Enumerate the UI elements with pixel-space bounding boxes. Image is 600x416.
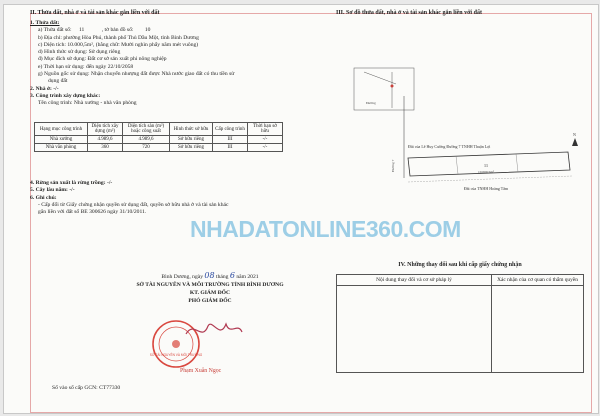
side-road-label: Đường 7 [391, 159, 395, 172]
month-label: tháng [216, 274, 229, 280]
parcel-area-label: 10.000,5m² [477, 170, 495, 174]
issue-date [110, 272, 310, 281]
section-3-title: III. Sơ đồ thửa đất, nhà ở và tài sản khác gắn liền với đất [336, 10, 482, 16]
notes-heading: 6. Ghi chú: [30, 194, 57, 201]
table-row [35, 136, 283, 144]
cell [337, 286, 492, 373]
cell: 720 [123, 144, 170, 152]
top-road-label: Đất của Lê Huy Cường Ðường 7 TNHH Thuận Lợi [408, 144, 491, 149]
table-row [337, 286, 584, 373]
date-prefix: Bình Dương, [161, 274, 191, 280]
cell: 4.989,6 [88, 136, 123, 144]
perennial: 5. Cây lâu năm: -/- [30, 187, 75, 194]
note-line-2: gắn liền với đất số BE 300626 ngày 31/10/2011. [38, 209, 147, 216]
cell: III [213, 136, 248, 144]
sheet-label: , tờ bản đồ số: [101, 27, 134, 34]
other-works: 3. Công trình xây dựng khác: [30, 92, 101, 99]
changes-header-content: Nội dung thay đổi và cơ sở pháp lý [337, 275, 492, 286]
cell: Sở hữu riêng [170, 136, 213, 144]
section-2-title: II. Thửa đất, nhà ở và tài sản khác gắn liền với đất [30, 10, 160, 16]
cell [492, 286, 584, 373]
note-line-1: - Cấp đổi từ Giấy chứng nhận quyền sử dụng đất, quyền sở hữu nhà ở và tài sản khác [38, 201, 229, 208]
changes-header-confirm: Xác nhận của cơ quan có thẩm quyền [492, 275, 584, 286]
inset-label: Đường [366, 101, 376, 105]
header-term: Thời hạn sở hữu [248, 123, 283, 136]
area: c) Diện tích: 10.000,5m², (bằng chữ: Mười nghìn phẩy năm mét vuông) [38, 41, 199, 48]
changes-table [336, 274, 584, 373]
date-year: năm 2021 [236, 274, 259, 280]
parcel-label: a) Thửa đất số: [38, 27, 72, 34]
seal-text: SỞ TÀI NGUYÊN VÀ MÔI TRƯỜNG [150, 353, 203, 357]
origin-line-2: dụng đất [48, 78, 68, 85]
cell: III [213, 144, 248, 152]
serial-number: Số vào sổ cấp GCN: CT77330 [52, 385, 121, 391]
section-2-lower [30, 180, 330, 216]
authority: SỞ TÀI NGUYÊN VÀ MÔI TRƯỜNG TỈNH BÌNH DƯƠNG [136, 282, 284, 288]
header-floor-area: Diện tích sàn (m²) hoặc công suất [123, 123, 170, 136]
inset-map [354, 68, 414, 110]
purpose: đ) Mục đích sử dụng: Đất cơ sở sản xuất phi nông nghiệp [38, 56, 167, 63]
deputy-title: PHÓ GIÁM ĐỐC [188, 298, 232, 304]
header-ownership: Hình thức sở hữu [170, 123, 213, 136]
header-build-area: Diện tích xây dựng (m²) [88, 123, 123, 136]
land-plan-diagram [336, 50, 584, 220]
section-3 [336, 10, 584, 20]
cell: -/- [248, 136, 283, 144]
forest: 4. Rừng sản xuất là rừng trồng: -/- [30, 180, 113, 186]
header-category: Hạng mục công trình [35, 123, 88, 136]
cell: Nhà xưởng [35, 136, 88, 144]
signature-scribble-icon [186, 324, 242, 334]
works-table-header [35, 123, 283, 136]
date-day: 08 [204, 271, 215, 280]
for-director: KT. GIÁM ĐỐC [189, 290, 231, 296]
sheet-number: 10 [144, 27, 151, 34]
date-month: 6 [229, 271, 235, 280]
cell: -/- [248, 144, 283, 152]
cell: Sở hữu riêng [170, 144, 213, 152]
house: 2. Nhà ở: -/- [30, 85, 59, 92]
changes-header [337, 275, 584, 286]
parcel-number: 11 [78, 27, 85, 34]
header-grade: Cấp công trình [213, 123, 248, 136]
parcel-line [30, 27, 330, 34]
works-name: Tên công trình: Nhà xưởng - nhà văn phòng [38, 100, 137, 107]
parcel-number-label: 11 [483, 163, 489, 168]
cell: 360 [88, 144, 123, 152]
origin-line-1: g) Nguồn gốc sử dụng: Nhận chuyển nhượng đất được Nhà nước giao đất có thu tiền sử [38, 71, 235, 78]
table-row [35, 144, 283, 152]
address: b) Địa chỉ: phường Hòa Phú, thành phố Thủ Dầu Một, tỉnh Bình Dương [38, 34, 199, 41]
section-4-title: IV. Những thay đổi sau khi cấp giấy chứng nhận [398, 262, 522, 268]
signature-block [110, 272, 310, 305]
seal-icon [150, 321, 203, 367]
term: e) Thời hạn sử dụng: đến ngày 22/10/2058 [38, 63, 134, 70]
watermark: NHADATONLINE360.COM [190, 216, 461, 242]
bottom-road-label: Đất của TNHH Hoàng Tâm [463, 186, 509, 191]
cell: Nhà văn phòng [35, 144, 88, 152]
section-2 [30, 10, 330, 108]
usage-form: d) Hình thức sử dụng: Sử dụng riêng [38, 49, 121, 56]
land-heading: 1. Thửa đất: [30, 20, 60, 26]
day-label: ngày [192, 274, 204, 280]
works-table [34, 122, 283, 152]
signer-name: Phạm Xuân Ngọc [180, 368, 222, 374]
north-arrow-icon [572, 132, 578, 146]
cell: 4.989,6 [123, 136, 170, 144]
svg-text:N: N [573, 132, 576, 137]
